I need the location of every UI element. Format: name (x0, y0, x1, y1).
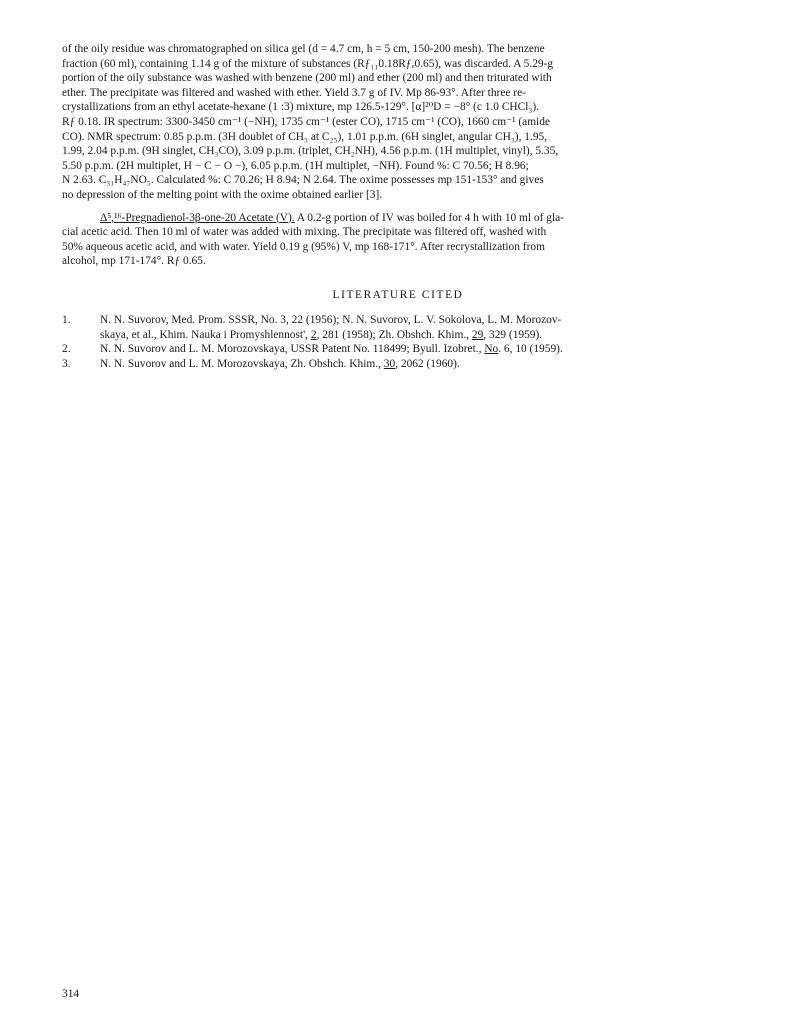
text-line: of the oily residue was chromatographed on silica gel (d = 4.7 cm, h = 5 cm, 150-200 mesh). The benzene (62, 43, 545, 55)
text-segment: A 0.2-g portion of IV was boiled for 4 h with 10 ml of gla- (294, 211, 564, 224)
page-number: 314 (62, 988, 80, 1000)
page-content (62, 42, 734, 371)
text-line: N. N. Suvorov and L. M. Morozovskaya, Zh. Obshch. Khim., 30, 2062 (1960). (100, 357, 460, 370)
text-line: ether. The precipitate was filtered and washed with ether. Yield 3.7 g of IV. Mp 86-93°. After three re- (62, 86, 526, 99)
experimental-paragraph-1 (62, 42, 734, 203)
reference-list (62, 313, 734, 371)
experimental-paragraph-2 (62, 211, 734, 269)
text-line: CO). NMR spectrum: 0.85 p.p.m. (3H doublet of CH₃ at C₂₅), 1.01 p.p.m. (6H singlet, angular CH₃), 1.95, (62, 130, 548, 143)
text-line (62, 211, 734, 226)
text-line: no depression of the melting point with the oxime obtained earlier [3]. (62, 188, 383, 201)
text-line: 50% aqueous acetic acid, and with water. Yield 0.19 g (95%) V, mp 168-171°. After recrystallization from (62, 240, 545, 253)
compound-title: Δ⁵,¹⁶-Pregnadienol-3β-one-20 Acetate (V). (100, 211, 295, 224)
text-line: fraction (60 ml), containing 1.14 g of the mixture of substances (Rƒ₁₁0.18Rƒₑ0.65), was discarded. A 5.29-g (62, 57, 554, 70)
reference-number: 2. (62, 343, 71, 356)
text-line: 5.50 p.p.m. (2H multiplet, H − C − O −), 6.05 p.p.m. (1H multiplet, −NH). Found %: C 70.56; H 8.96; (62, 159, 529, 172)
reference-number: 3. (62, 357, 71, 370)
reference-item (62, 342, 734, 357)
text-line: 1.99, 2.04 p.p.m. (9H singlet, CH₃CO), 3.09 p.p.m. (triplet, CH₂NH), 4.56 p.p.m. (1H multiplet, vinyl), 5.35, (62, 145, 559, 158)
text-line: cial acetic acid. Then 10 ml of water was added with mixing. The precipitate was filtered off, washed with (62, 226, 547, 239)
text-line: N 2.63. C₃₁H₄₇NO₅. Calculated %: C 70.26; H 8.94; N 2.64. The oxime possesses mp 151-153° and gives (62, 174, 544, 187)
reference-item (62, 313, 734, 342)
reference-number: 1. (62, 313, 71, 326)
reference-item (62, 357, 734, 372)
literature-heading: LITERATURE CITED (332, 288, 464, 301)
text-line: alcohol, mp 171-174°. Rƒ 0.65. (62, 255, 206, 268)
text-line: N. N. Suvorov, Med. Prom. SSSR, No. 3, 22 (1956); N. N. Suvorov, L. V. Sokolova, L. M. Morozov- (100, 313, 562, 326)
text-line: Rƒ 0.18. IR spectrum: 3300-3450 cm⁻¹ (−NH), 1735 cm⁻¹ (ester CO), 1715 cm⁻¹ (CO), 1660 cm⁻¹ (amide (62, 115, 550, 128)
text-line: skaya, et al., Khim. Nauka i Promyshlennost', 2, 281 (1958); Zh. Obshch. Khim., 29, 329 (1959). (100, 328, 543, 341)
text-line: portion of the oily substance was washed with benzene (200 ml) and ether (200 ml) and then triturated with (62, 72, 552, 85)
text-line: crystallizations from an ethyl acetate-hexane (1 :3) mixture, mp 126.5-129°. [α]²⁰D = −8° (c 1.0 CHCl₃). (62, 101, 540, 114)
text-line: N. N. Suvorov and L. M. Morozovskaya, USSR Patent No. 118499; Byull. Izobret., No. 6, 10 (1959). (100, 343, 563, 356)
